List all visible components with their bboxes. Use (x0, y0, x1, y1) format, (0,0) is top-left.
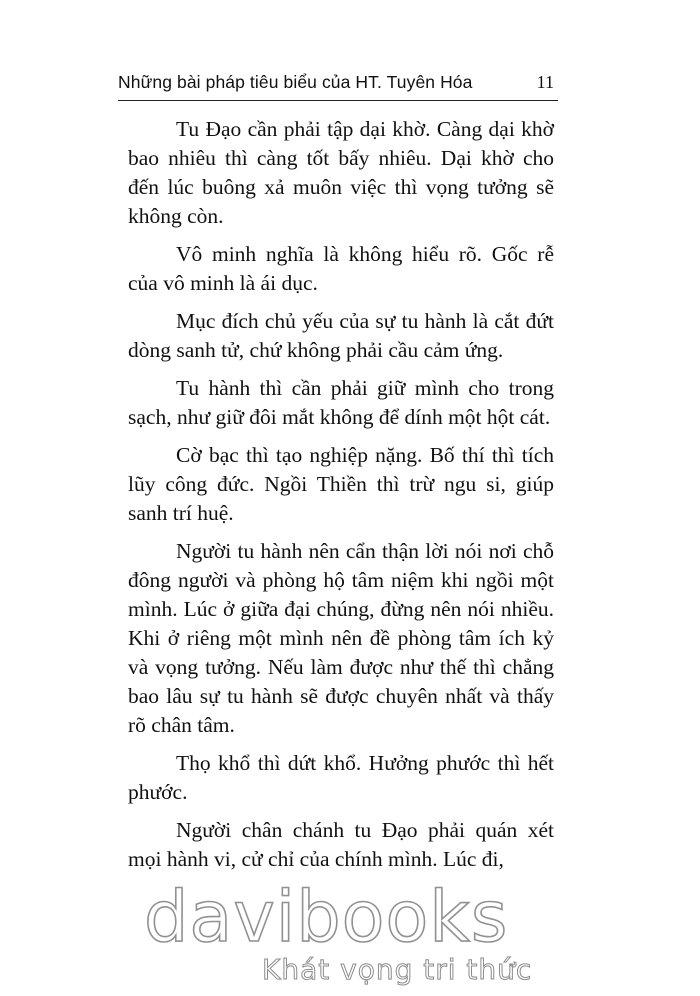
running-header (118, 72, 558, 102)
watermark-tagline: Khát vọng tri thức (262, 953, 533, 986)
publisher-watermark (144, 878, 564, 988)
paragraph: Thọ khổ thì dứt khổ. Hưởng phước thì hết phước. (128, 751, 554, 804)
paragraph: Mục đích chủ yếu của sự tu hành là cắt đứt dòng sanh tử, chứ không phải cầu cảm ứng. (128, 309, 554, 362)
page-number: 11 (536, 72, 554, 92)
paragraph: Người chân chánh tu Đạo phải quán xét mọi hành vi, cử chỉ của chính mình. Lúc đi, (128, 818, 554, 871)
header-title: Những bài pháp tiêu biểu của HT. Tuyên Hóa (118, 72, 473, 92)
paragraph: Cờ bạc thì tạo nghiệp nặng. Bố thí thì tích lũy công đức. Ngồi Thiền thì trừ ngu si, giúp sanh trí huệ. (128, 443, 554, 525)
paragraph: Vô minh nghĩa là không hiểu rõ. Gốc rễ của vô minh là ái dục. (128, 242, 554, 295)
paragraph: Tu Đạo cần phải tập dại khờ. Càng dại khờ bao nhiêu thì càng tốt bấy nhiêu. Dại khờ cho đến lúc buông xả muôn việc thì vọng tưởng sẽ không còn. (128, 117, 554, 228)
paragraph: Người tu hành nên cẩn thận lời nói nơi chỗ đông người và phòng hộ tâm niệm khi ngồi một mình. Lúc ở giữa đại chúng, đừng nên nói nhiều. Khi ở riêng một mình nên đề phòng tâm ích kỷ và vọng tưởng. Nếu làm được như thế thì chẳng bao lâu sự tu hành sẽ được chuyên nhất và thấy rõ chân tâm. (128, 539, 554, 737)
body-text (128, 115, 554, 883)
paragraph: Tu hành thì cần phải giữ mình cho trong sạch, như giữ đôi mắt không để dính một hột cát. (128, 376, 554, 429)
watermark-logo: davibooks (144, 876, 509, 958)
header-rule (118, 100, 558, 101)
